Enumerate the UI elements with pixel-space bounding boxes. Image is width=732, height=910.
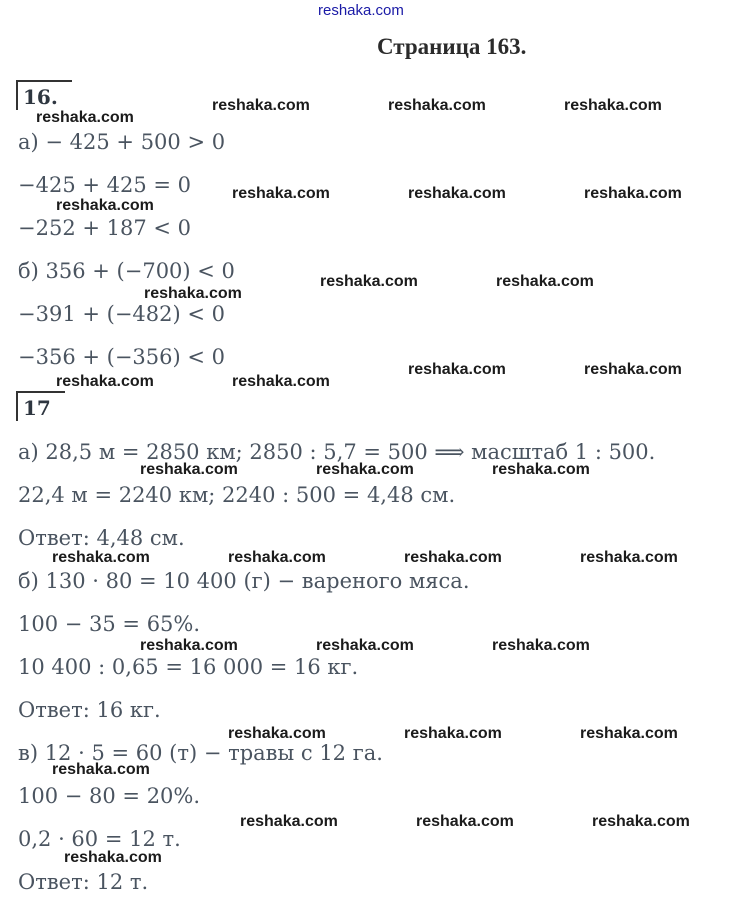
- watermark: reshaka.com: [388, 97, 486, 114]
- watermark: reshaka.com: [52, 549, 150, 566]
- watermark: reshaka.com: [144, 285, 242, 302]
- watermark: reshaka.com: [584, 361, 682, 378]
- watermark: reshaka.com: [316, 461, 414, 478]
- page-title: Страница 163.: [377, 34, 527, 59]
- task-16-line: а) − 425 + 500 > 0: [18, 130, 226, 154]
- task-16-number: 16.: [16, 80, 72, 110]
- task-17-line: 22,4 м = 2240 км; 2240 : 500 = 4,48 см.: [18, 483, 456, 507]
- watermark: reshaka.com: [56, 373, 154, 390]
- watermark: reshaka.com: [496, 273, 594, 290]
- watermark: reshaka.com: [320, 273, 418, 290]
- site-header-link[interactable]: reshaka.com: [318, 2, 404, 19]
- watermark: reshaka.com: [228, 549, 326, 566]
- task-17-answer: Ответ: 16 кг.: [18, 698, 161, 722]
- watermark: reshaka.com: [240, 813, 338, 830]
- task-17-line: 100 − 80 = 20%.: [18, 784, 201, 808]
- watermark: reshaka.com: [232, 373, 330, 390]
- watermark: reshaka.com: [404, 549, 502, 566]
- task-17-line: 10 400 : 0,65 = 16 000 = 16 кг.: [18, 655, 359, 679]
- watermark: reshaka.com: [316, 637, 414, 654]
- watermark: reshaka.com: [228, 725, 326, 742]
- task-16-line: −356 + (−356) < 0: [18, 345, 225, 369]
- watermark: reshaka.com: [408, 185, 506, 202]
- watermark: reshaka.com: [36, 109, 134, 126]
- watermark: reshaka.com: [64, 849, 162, 866]
- watermark: reshaka.com: [140, 461, 238, 478]
- task-17-line: б) 130 · 80 = 10 400 (г) − вареного мяса.: [18, 569, 470, 593]
- task-17-line: в) 12 · 5 = 60 (т) − травы с 12 га.: [18, 741, 383, 765]
- task-17-number: 17: [16, 391, 65, 421]
- watermark: reshaka.com: [592, 813, 690, 830]
- watermark: reshaka.com: [404, 725, 502, 742]
- watermark: reshaka.com: [584, 185, 682, 202]
- task-16-line: −425 + 425 = 0: [18, 173, 192, 197]
- watermark: reshaka.com: [56, 197, 154, 214]
- watermark: reshaka.com: [212, 97, 310, 114]
- task-17-line: 0,2 · 60 = 12 т.: [18, 827, 181, 851]
- watermark: reshaka.com: [408, 361, 506, 378]
- watermark: reshaka.com: [140, 637, 238, 654]
- task-16-line: −391 + (−482) < 0: [18, 302, 225, 326]
- task-16-line: −252 + 187 < 0: [18, 216, 192, 240]
- watermark: reshaka.com: [580, 725, 678, 742]
- watermark: reshaka.com: [564, 97, 662, 114]
- task-17-line: а) 28,5 м = 2850 км; 2850 : 5,7 = 500 ⟹ масштаб 1 : 500.: [18, 440, 656, 464]
- watermark: reshaka.com: [492, 637, 590, 654]
- task-17-answer: Ответ: 4,48 см.: [18, 526, 185, 550]
- watermark: reshaka.com: [492, 461, 590, 478]
- watermark: reshaka.com: [416, 813, 514, 830]
- task-17-answer: Ответ: 12 т.: [18, 870, 149, 894]
- watermark: reshaka.com: [52, 761, 150, 778]
- watermark: reshaka.com: [232, 185, 330, 202]
- watermark: reshaka.com: [580, 549, 678, 566]
- task-16-line: б) 356 + (−700) < 0: [18, 259, 235, 283]
- task-17-line: 100 − 35 = 65%.: [18, 612, 201, 636]
